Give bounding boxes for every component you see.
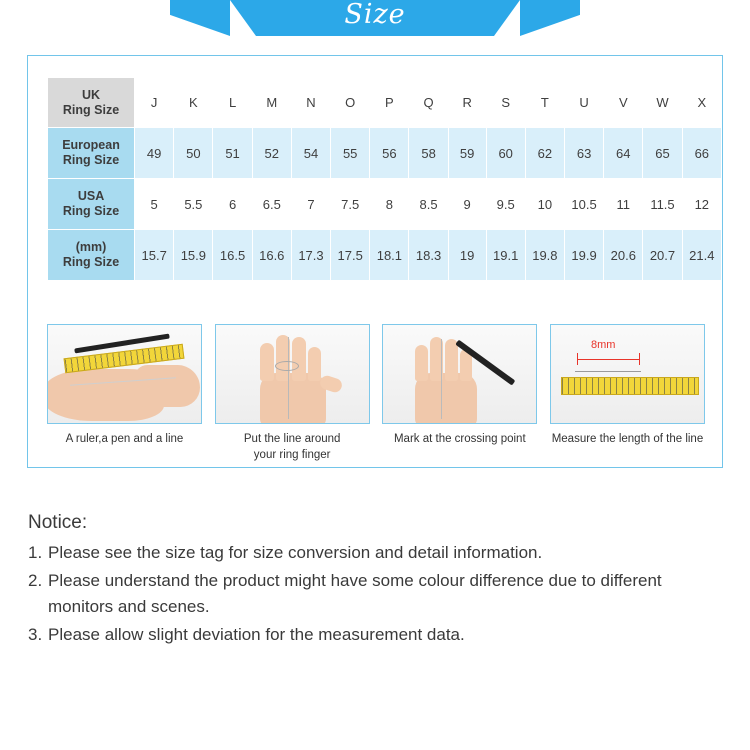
cell-usa-10: 10 [525,179,564,230]
hand-shape [134,365,200,407]
cell-eu-1: 50 [174,128,213,179]
cell-eu-11: 63 [564,128,603,179]
cell-uk-1: K [174,78,213,128]
table-row [48,179,722,230]
notice-section [28,512,728,650]
step-3 [382,324,537,463]
cell-mm-14: 21.4 [682,230,721,281]
cell-mm-2: 16.5 [213,230,252,281]
step-4 [550,324,705,463]
hand-with-thread-photo [215,324,370,424]
notice-item-1-text: Please see the size tag for size conversion and detail information. [48,543,543,562]
notice-item-2-number: 2. [28,571,43,590]
cell-usa-1: 5.5 [174,179,213,230]
step-4-caption: Measure the length of the line [551,433,704,445]
notice-item-1-number: 1. [28,543,43,562]
notice-item-3-number: 3. [28,625,43,644]
cell-uk-12: V [604,78,643,128]
cell-eu-6: 56 [370,128,409,179]
cell-uk-9: S [486,78,525,128]
cell-usa-7: 8.5 [409,179,448,230]
finger-1 [260,343,274,381]
cell-mm-5: 17.5 [331,230,370,281]
hand-marking-photo [382,324,537,424]
notice-item-1 [28,540,728,566]
notice-item-2-text: Please understand the product might have some colour difference due to different monitors and scenes. [48,571,662,616]
size-card [27,55,723,468]
cell-uk-14: X [682,78,721,128]
row-header-european-line2: Ring Size [62,153,120,167]
thread-around-finger [441,339,444,419]
cell-mm-9: 19.1 [486,230,525,281]
cell-usa-12: 11 [604,179,643,230]
cell-usa-3: 6.5 [252,179,291,230]
row-header-european [48,128,135,179]
cell-mm-3: 16.6 [252,230,291,281]
photo-background [551,325,704,423]
cell-mm-10: 19.8 [525,230,564,281]
cell-eu-10: 62 [525,128,564,179]
row-header-mm-line1: (mm) [75,240,107,254]
thread-around-finger [288,337,291,419]
cell-eu-12: 64 [604,128,643,179]
cell-eu-13: 65 [643,128,682,179]
dimension-tick-right [639,353,640,365]
cell-usa-2: 6 [213,179,252,230]
row-header-european-line1: European [62,138,120,152]
cell-uk-3: M [252,78,291,128]
cell-usa-9: 9.5 [486,179,525,230]
row-header-usa-line2: Ring Size [62,204,120,218]
cell-uk-2: L [213,78,252,128]
cell-eu-7: 58 [409,128,448,179]
finger-3 [292,337,306,381]
step-2-caption-line1: Put the line around [243,433,341,445]
table-row [48,230,722,281]
cell-eu-8: 59 [448,128,486,179]
cell-uk-5: O [331,78,370,128]
cell-usa-5: 7.5 [331,179,370,230]
cell-usa-11: 10.5 [564,179,603,230]
cell-mm-12: 20.6 [604,230,643,281]
cell-uk-7: Q [409,78,448,128]
cell-eu-0: 49 [135,128,174,179]
cell-usa-14: 12 [682,179,721,230]
cell-usa-4: 7 [291,179,330,230]
cell-uk-11: U [564,78,603,128]
cell-eu-2: 51 [213,128,252,179]
ring-size-table [47,77,722,281]
banner [0,0,750,36]
cell-mm-4: 17.3 [291,230,330,281]
cell-mm-11: 19.9 [564,230,603,281]
finger-1 [415,345,428,381]
cell-eu-5: 55 [331,128,370,179]
cell-eu-9: 60 [486,128,525,179]
row-header-uk-line1: UK [82,87,101,102]
measure-tape-photo [550,324,705,424]
notice-title: Notice: [28,512,88,533]
ruler-pen-line-photo [47,324,202,424]
step-1 [47,324,202,463]
dimension-label: 8mm [590,339,616,351]
line-on-tape [575,371,641,372]
cell-mm-0: 15.7 [135,230,174,281]
thread-loop [275,361,299,371]
cell-mm-6: 18.1 [370,230,409,281]
measure-steps [47,324,705,463]
step-1-caption: A ruler,a pen and a line [65,433,184,445]
notice-item-3-text: Please allow slight deviation for the measurement data. [48,625,465,644]
step-3-caption: Mark at the crossing point [393,433,526,445]
cell-uk-4: N [291,78,330,128]
row-header-uk [48,78,135,128]
page-title: Size [344,0,406,30]
cell-mm-1: 15.9 [174,230,213,281]
table-row [48,78,722,128]
table-row [48,128,722,179]
cell-usa-6: 8 [370,179,409,230]
cell-uk-13: W [643,78,682,128]
row-header-uk-line2: Ring Size [62,102,120,117]
cell-mm-13: 20.7 [643,230,682,281]
cell-mm-7: 18.3 [409,230,448,281]
step-2-caption [215,431,370,463]
dimension-tick-left [577,353,578,365]
cell-eu-3: 52 [252,128,291,179]
notice-item-3 [28,622,728,648]
cell-uk-0: J [135,78,174,128]
cell-uk-10: T [525,78,564,128]
cell-usa-13: 11.5 [643,179,682,230]
cell-uk-8: R [448,78,486,128]
tape-measure-icon [561,377,699,395]
finger-4 [308,347,321,381]
row-header-usa-line1: USA [77,189,105,203]
row-header-usa [48,179,135,230]
cell-usa-8: 9 [448,179,486,230]
step-2 [215,324,370,463]
cell-uk-6: P [370,78,409,128]
cell-mm-8: 19 [448,230,486,281]
step-2-caption-line2: your ring finger [253,449,331,461]
cell-eu-4: 54 [291,128,330,179]
row-header-mm-line2: Ring Size [62,255,120,269]
cell-usa-0: 5 [135,179,174,230]
ruler-ticks [562,378,698,394]
cell-eu-14: 66 [682,128,721,179]
row-header-mm [48,230,135,281]
dimension-line [577,359,639,360]
notice-item-2 [28,568,728,620]
